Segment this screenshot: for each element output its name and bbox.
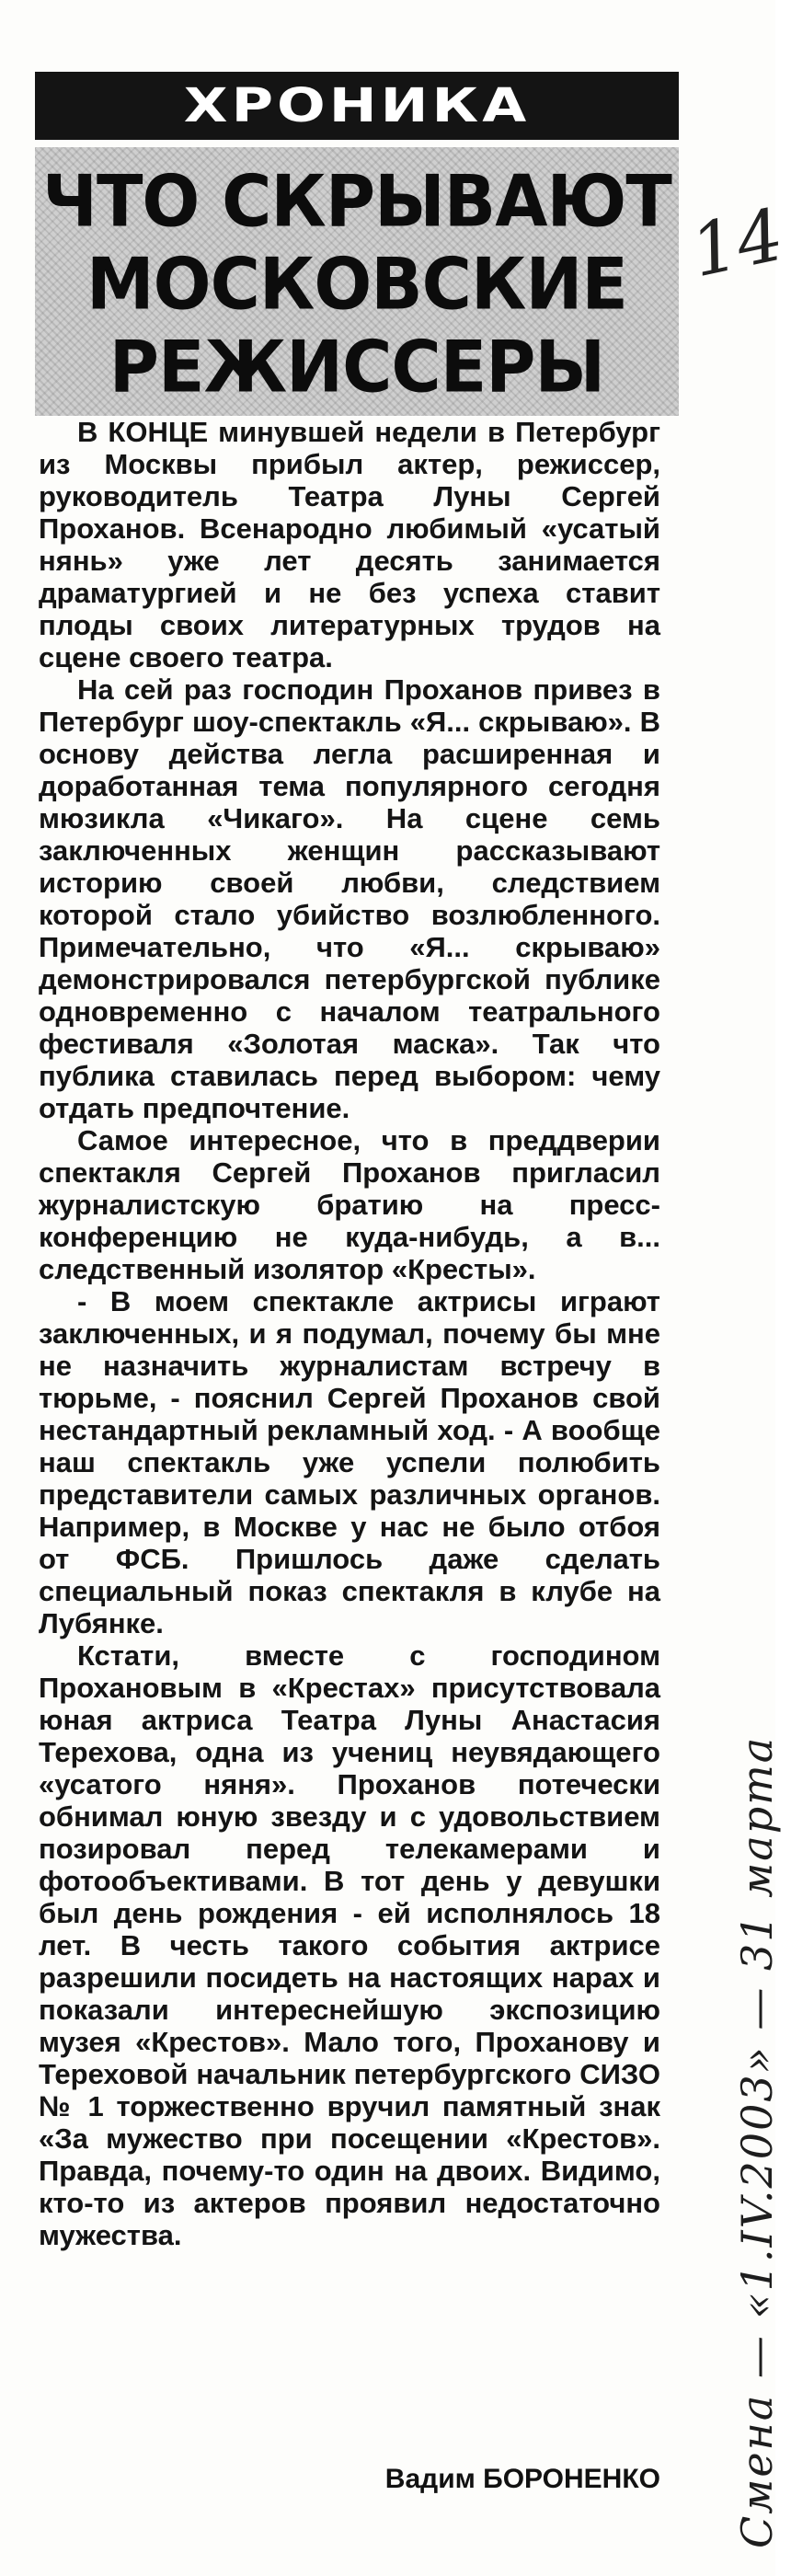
headline-block	[35, 147, 679, 416]
headline-line-3: РЕЖИССЕРЫ	[109, 325, 605, 409]
article-paragraph: Кстати, вместе с господином Прохановым в «Крестах» присутствовала юная актриса Театра Луны Анастасия Терехова, одна из учениц неувядающего «усатого няня». Проханов потечески обнимал юную звезду и с удовольствием позировал перед телекамерами и фотообъективами. В тот день у девушки был день рождения - ей исполнялось 18 лет. В честь такого события актрисе разрешили посидеть на настоящих нарах и показали интереснейшую экспозицию музея «Крестов». Мало того, Проханову и Тереховой начальник петербургского СИЗО № 1 торжественно вручил памятный знак «За мужество при посещении «Крестов». Правда, почему-то один на двоих. Видимо, кто-то из актеров проявил недостаточно мужества.	[39, 1639, 660, 2251]
article-paragraph: - В моем спектакле актрисы играют заключенных, и я подумал, почему бы мне не назначить журналистам встречу в тюрьме, - пояснил Сергей Проханов свой нестандартный рекламный ход. - А вообще наш спектакль уже успели полюбить представители самых различных органов. Например, в Москве у нас не было отбоя от ФСБ. Пришлось даже сделать специальный показ спектакля в клубе на Лубянке.	[39, 1285, 660, 1639]
handwritten-margin-note: Смена — «1.IV.2003» — 31 марта	[732, 1735, 782, 2548]
headline-line-2: МОСКОВСКИЕ	[86, 242, 627, 327]
rubric-label: ХРОНИКА	[183, 77, 531, 133]
handwritten-page-number: 14	[683, 193, 791, 294]
article-paragraph: Самое интересное, что в преддверии спектакля Сергей Проханов пригласил журналистскую братию на пресс-конференцию не куда-нибудь, а в... следственный изолятор «Кресты».	[39, 1124, 660, 1285]
rubric-banner	[35, 72, 679, 140]
headline-line-1: ЧТО СКРЫВАЮТ	[42, 159, 671, 244]
article-paragraph: На сей раз господин Проханов привез в Петербург шоу-спектакль «Я... скрываю». В основу действа легла расширенная и доработанная тема популярного сегодня мюзикла «Чикаго». На сцене семь заключенных женщин рассказывают историю своей любви, следствием которой стало убийство возлюбленного. Примечательно, что «Я... скрываю» демонстрировался петербургской публике одновременно с началом театрального фестиваля «Золотая маска». Так что публика ставилась перед выбором: чему отдать предпочтение.	[39, 673, 660, 1124]
author-byline: Вадим БОРОНЕНКО	[384, 2464, 660, 2494]
article-paragraph: В КОНЦЕ минувшей недели в Петербург из Москвы прибыл актер, режиссер, руководитель Театра Луны Сергей Проханов. Всенародно любимый «усатый нянь» уже лет десять занимается драматургией и не без успеха ставит плоды своих литературных трудов на сцене своего театра.	[39, 416, 660, 673]
article-body	[39, 416, 660, 2251]
